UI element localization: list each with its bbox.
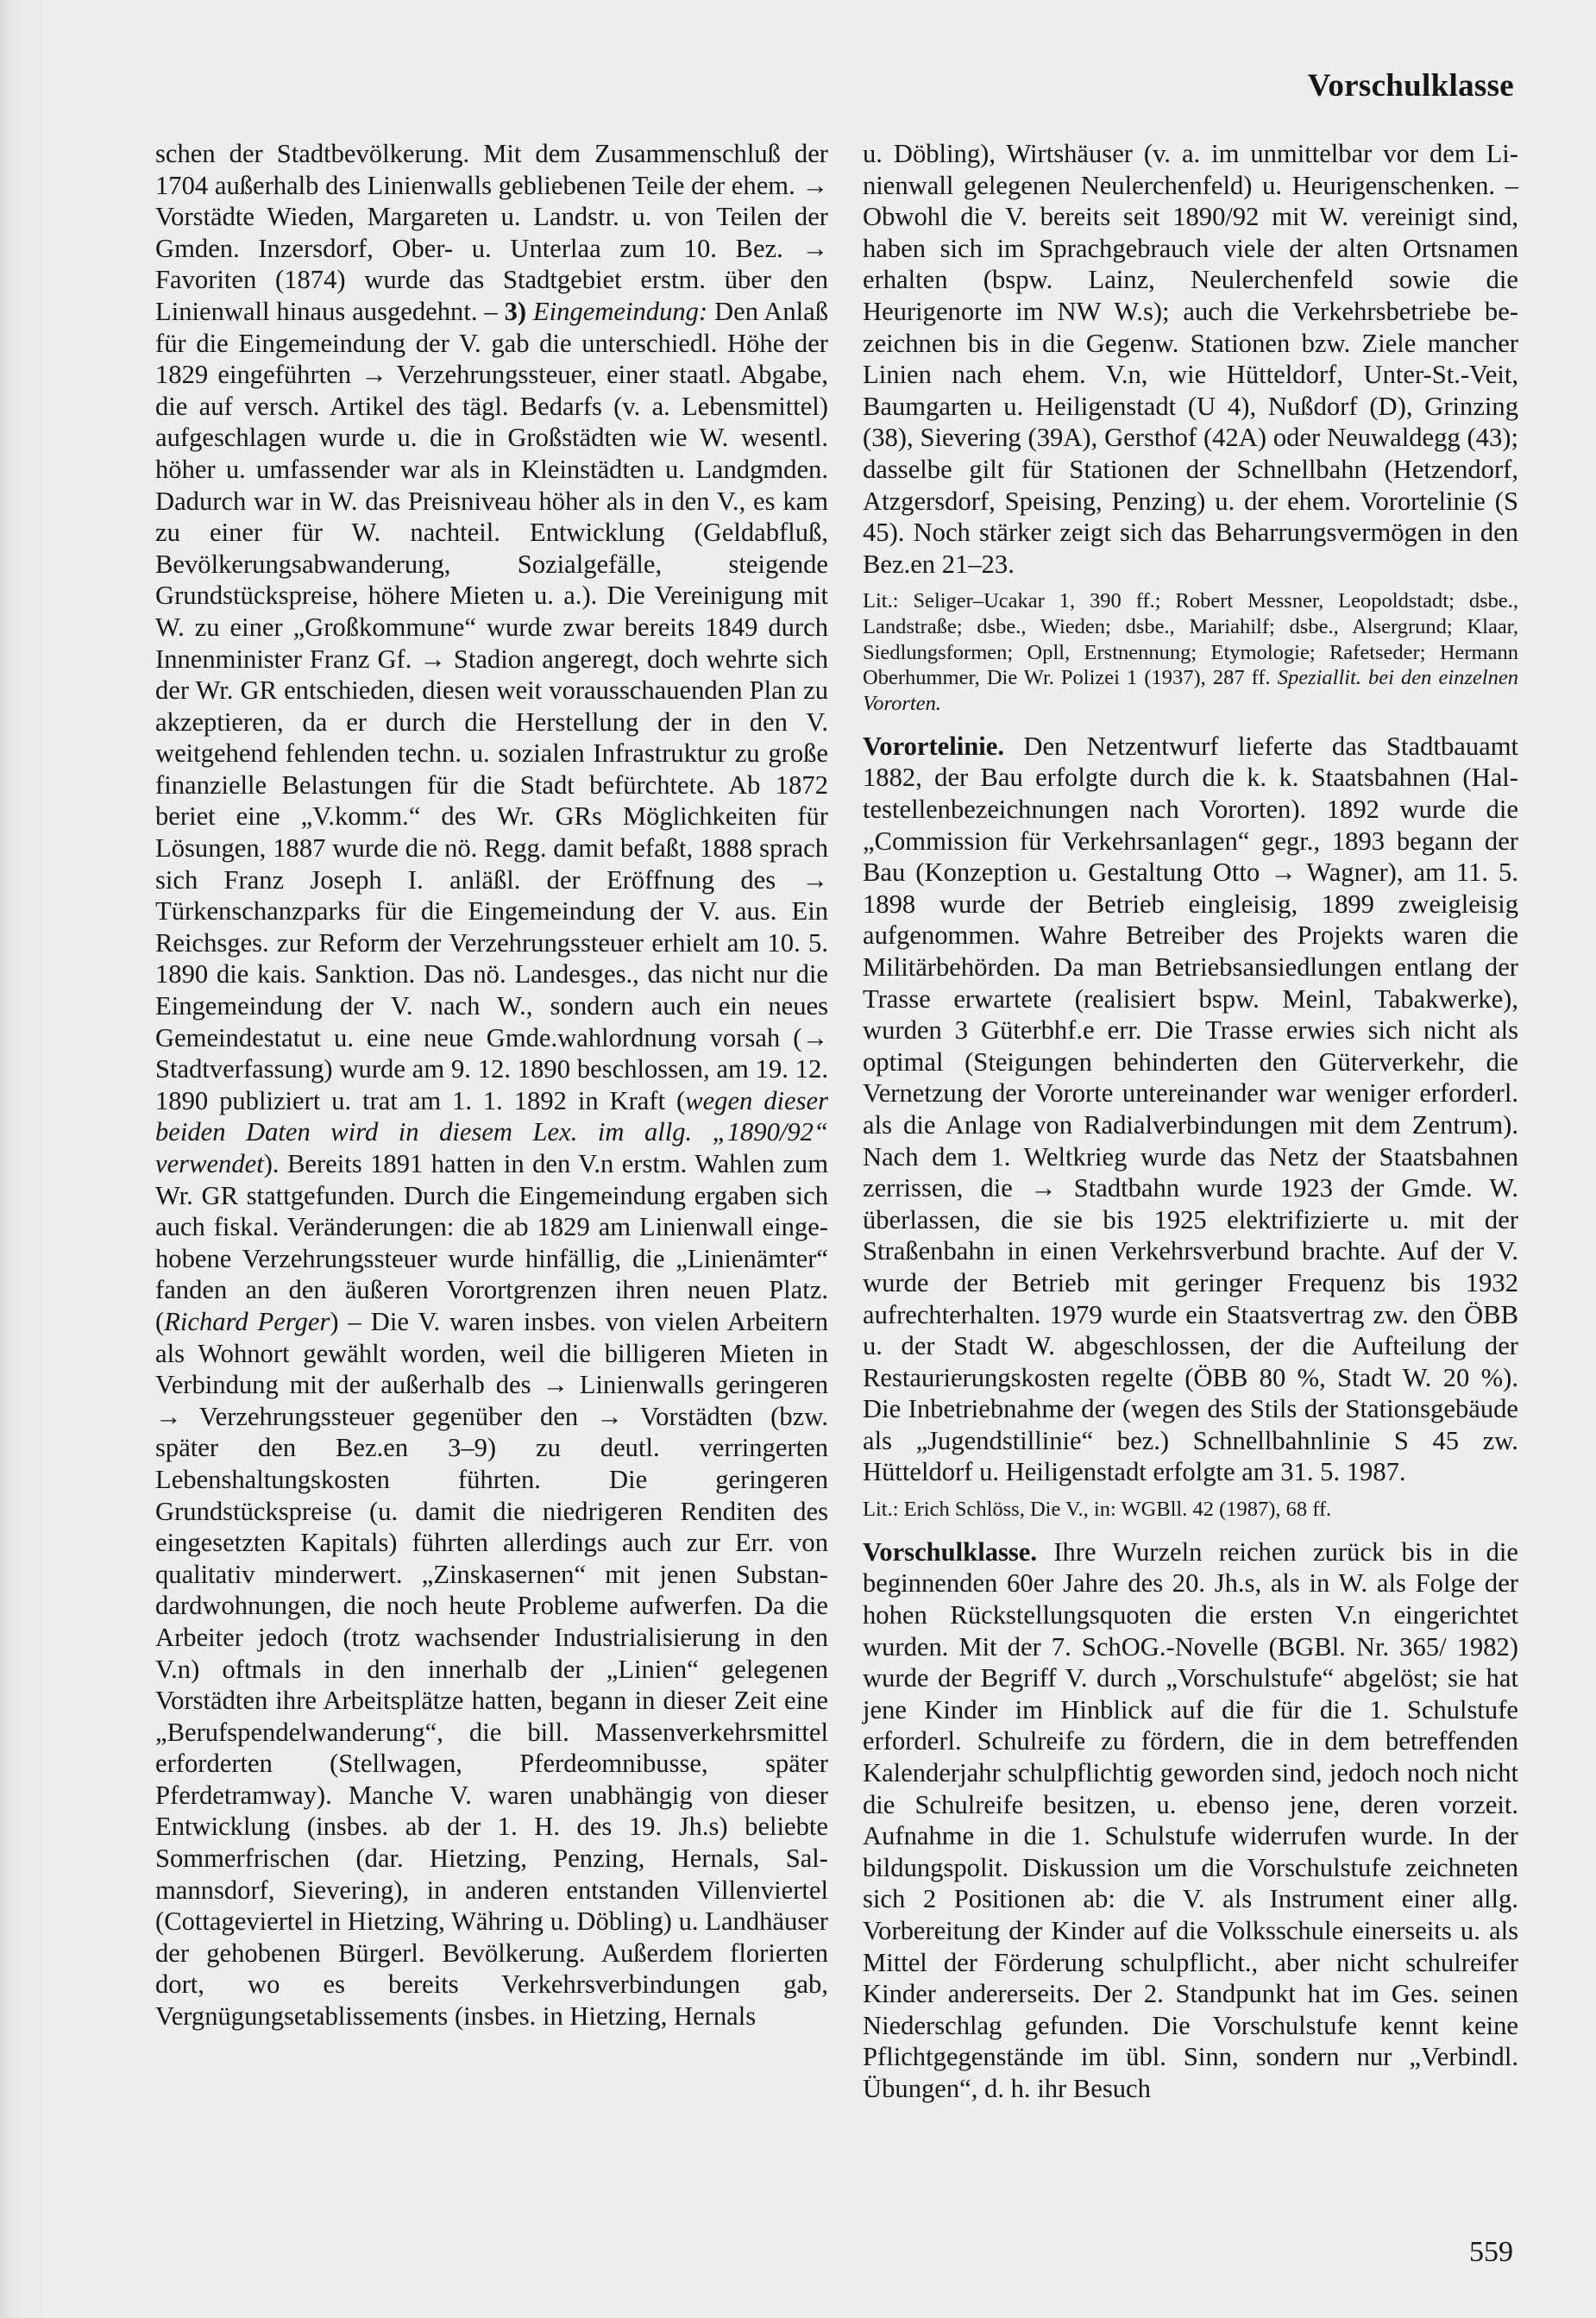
left-column — [155, 138, 828, 2032]
entry-vorortelinie — [863, 731, 1518, 1488]
running-header: Vorschulklasse — [1307, 68, 1514, 104]
literature-note-vorortelinie: Lit.: Erich Schlöss, Die V., in: WGBll. 42 (1987), 68 ff. — [863, 1498, 1332, 1522]
text-segment: Eingemeindung: — [532, 296, 708, 326]
page-number: 559 — [1469, 2236, 1513, 2268]
left-column-text — [155, 138, 828, 2032]
entry-keyword: Vorortelinie. — [863, 731, 1004, 761]
entry-text: Den Netzentwurf lieferte das Stadtbauamt 1882, der Bau erfolgte durch die k. k. Staatsbahnen (Haltestellenbezeichnungen nach Vororten). 1892 wurde die „Commission für Verkehrsanlagen“ gegr., 1893 begann der Bau (Konzeption u. Gestaltung Otto → Wagner), am 11. 5. 1898 wurde der Betrieb eingleisig, 1899 zweigleisig aufgenommen. Wahre Betreiber des Projekts waren die Militärbehörden. Da man Betriebsansiedlungen entlang der Trasse erwartete (realisiert bspw. Meinl, Tabakwerke), wurden 3 Güterbhf.e err. Die Trasse erwies sich nicht als optimal (Steigungen behinderten den Güterverkehr, die Vernetzung der Vororte untereinander war weniger erforderl. als die Anlage von Radialverbindungen mit dem Zentrum). Nach dem 1. Weltkrieg wurde das Netz der Staatsbahnen zerrissen, die → Stadtbahn wurde 1923 der Gmde. W. überlassen, die sie bis 1925 elektrifizierte u. mit der Straßenbahn in einen Verkehrsverbund brachte. Auf der V. wurde der Betrieb mit geringer Frequenz bis 1932 aufrechterhalten. 1979 wurde ein Staatsvertrag zw. den ÖBB u. der Stadt W. abgeschlossen, der die Aufteilung der Restaurierungskosten regelte (ÖBB 80 %, Stadt W. 20 %). Die Inbetriebnahme der (wegen des Stils der Stationsgebäude als „Jugendstillinie“ bez.) Schnellbahnlinie S 45 zw. Hütteldorf u. Heiligenstadt erfolgte am 31. 5. 1987. — [863, 731, 1518, 1487]
text-segment: schen der Stadtbevölkerung. Mit dem Zusammenschluß der 1704 außerhalb des Linienwalls gebliebenen Teile der ehem. → Vorstädte Wieden, Margareten u. Landstr. u. von Teilen der Gmden. Inzersdorf, Ober- u. Unterlaa zum 10. Bez. → Favoriten (1874) wurde das Stadtgebiet erstm. über den Linienwall hinaus ausgedehnt. – — [155, 139, 828, 326]
text-segment: ). Bereits 1891 hatten in den V.n erstm. Wahlen zum Wr. GR stattgefunden. Durch die Eingemeindung ergaben sich auch fiskal. Veränderungen: die ab 1829 am Linienwall eingehobene Verzehrungssteuer wurde hinfällig, die „Linienämter“ fanden an den äußeren Vorortgrenzen ihren neuen Platz. ( — [155, 1149, 828, 1336]
entry-text: Ihre Wurzeln reichen zurück bis in die beginnenden 60er Jahre des 20. Jh.s, als in W. als Folge der hohen Rückstellungsquoten die ersten V.n eingerichtet wurden. Mit der 7. SchOG.-Novelle (BGBl. Nr. 365/ 1982) wurde der Begriff V. durch „Vorschulstufe“ abgelöst; sie hat jene Kinder im Hinblick auf die für die 1. Schulstufe erforderl. Schulreife zu fördern, die in dem betreffenden Kalenderjahr schulpflichtig geworden sind, jedoch noch nicht die Schulreife besitzen, u. ebenso jene, deren vorzeit. Aufnahme in die 1. Schulstufe widerrufen wurde. In der bildungspolit. Diskussion um die Vorschulstufe zeichneten sich 2 Positionen ab: die V. als Instrument einer allg. Vorbereitung der Kinder auf die Volksschule einerseits u. als Mittel der Förderung schulpflicht., aber nicht schulreifer Kinder andererseits. Der 2. Standpunkt hat im Ges. seinen Niederschlag gefunden. Die Vorschulstufe kennt keine Pflichtgegenstände im übl. Sinn, sondern nur „Verbindl. Übungen“, d. h. ihr Besuch — [863, 1536, 1518, 2103]
text-segment: Den Anlaß für die Eingemeindung der V. gab die unterschiedl. Höhe der 1829 eingeführten → Verzehrungssteuer, einer staatl. Abgabe, die auf versch. Artikel des tägl. Bedarfs (v. a. Lebensmittel) aufgeschlagen wurde u. die in Großstädten wie W. wesentl. höher u. umfassender war als in Kleinstädten u. Landgmden. Dadurch war in W. das Preisniveau höher als in den V., es kam zu einer für W. nachteil. Entwicklung (Geldabfluß, Bevölkerungsabwanderung, Sozialgefälle, steigende Grundstückspreise, höhere Mieten u. a.). Die Vereinigung mit W. zu einer „Großkommune“ wurde zwar bereits 1849 durch Innenminister Franz Gf. → Stadion angeregt, doch wehrte sich der Wr. GR entschieden, diesen weit vorausschauenden Plan zu akzeptieren, da er durch die Herstellung der in den V. weitgehend fehlenden techn. u. sozialen Infrastruktur zu große finanzielle Belastungen für die Stadt befürchtete. Ab 1872 beriet eine „V.komm.“ des Wr. GRs Möglichkeiten für Lösungen, 1887 wurde die nö. Regg. damit befaßt, 1888 sprach sich Franz Joseph I. anläßl. der Eröffnung des → Türkenschanzparks für die Eingemeindung der V. aus. Ein Reichsges. zur Reform der Verzehrungssteuer erhielt am 10. 5. 1890 die kais. Sanktion. Das nö. Landesges., das nicht nur die Eingemeindung der V. nach W., sondern auch ein neues Gemeindestatut u. eine neue Gmde.wahlordnung vorsah (→ Stadtverfassung) wurde am 9. 12. 1890 beschlossen, am 19. 12. 1890 publiziert u. trat am 1. 1. 1892 in Kraft ( — [155, 296, 829, 1115]
right-column — [863, 138, 1518, 2104]
entry-keyword: Vorschulklasse. — [863, 1536, 1038, 1567]
continuation-paragraph: u. Döbling), Wirtshäuser (v. a. im unmittelbar vor dem Linienwall gelegenen Neulerchenfeld) u. Heurigenschenken. – Obwohl die V. bereits seit 1890/92 mit W. vereinigt sind, haben sich im Sprachgebrauch viele der alten Ortsnamen erhalten (bspw. Lainz, Neulerchenfeld sowie die Heurigenorte im NW W.s); auch die Verkehrsbetriebe bezeichnen bis in die Gegenw. Stationen bzw. Ziele mancher Linien nach ehem. V.n, wie Hütteldorf, Unter-St.-Veit, Baumgarten u. Heiligenstadt (U 4), Nußdorf (D), Grinzing (38), Sievering (39A), Gersthof (42A) oder Neuwaldegg (43); dasselbe gilt für Stationen der Schnellbahn (Hetzendorf, Atzgersdorf, Speising, Penzing) u. der ehem. Vorortelinie (S 45). Noch stärker zeigt sich das Beharrungsvermögen in den Bez.en 21–23. — [863, 139, 1518, 579]
text-segment: 3) — [504, 296, 533, 326]
literature-text: Lit.: Seliger–Ucakar 1, 390 ff.; Robert Messner, Leopoldstadt; dsbe., Landstraße; dsbe., Wieden; dsbe., Mariahilf; dsbe., Alsergrund; Klaar, Siedlungsformen; Opll, Erstnennung; Etymologie; Rafetseder; Hermann Oberhummer, Die Wr. Polizei 1 (1937), 287 ff. — [863, 589, 1518, 690]
text-segment: ) – Die V. waren insbes. von vielen Arbeitern als Wohnort gewählt worden, weil die billigeren Mieten in Verbindung mit der außerhalb des → Linienwalls geringeren → Verzehrungssteuer gegenüber den → Vorstädten (bzw. später den Bez.en 3–9) zu deutl. verringerten Lebenshaltungskosten führten. Die geringeren Grundstückspreise (u. damit die niedrigeren Renditen des eingesetzten Kapitals) führten allerdings auch zur Err. von qualitativ minderwert. „Zinskasernen“ mit jenen Substandardwohnungen, die noch heute Probleme aufwerfen. Da die Arbeiter jedoch (trotz wachsender Industrialisierung in den V.n) oftmals in den innerhalb der „Linien“ gelegenen Vorstädten ihre Arbeitsplätze hatten, begann in dieser Zeit eine „Berufspendelwanderung“, die bill. Massenverkehrsmittel erforderten (Stellwagen, Pferdeomnibusse, später Pferdetramway). Manche V. waren unabhängig von dieser Entwicklung (insbes. ab der 1. H. des 19. Jh.s) beliebte Sommerfrischen (dar. Hietzing, Penzing, Hernals, Salmannsdorf, Sievering), in anderen entstanden Villenviertel (Cottageviertel in Hietzing, Währing u. Döbling) u. Landhäuser der gehobenen Bürgerl. Bevölkerung. Außerdem florierten dort, wo es bereits Verkehrsverbindungen gab, Vergnügungsetablissements (insbes. in Hietzing, Hernals — [155, 1306, 828, 2032]
text-segment: wegen dieser beiden Daten wird in diesem Lex. im allg. „1890/92“ verwendet — [155, 1085, 828, 1178]
text-segment: Richard Perger — [164, 1306, 330, 1336]
entry-vorschulklasse — [863, 1536, 1518, 2105]
literature-italic-note: Speziallit. bei den einzelnen Vororten. — [863, 666, 1518, 716]
literature-note-vororte — [863, 588, 1518, 717]
